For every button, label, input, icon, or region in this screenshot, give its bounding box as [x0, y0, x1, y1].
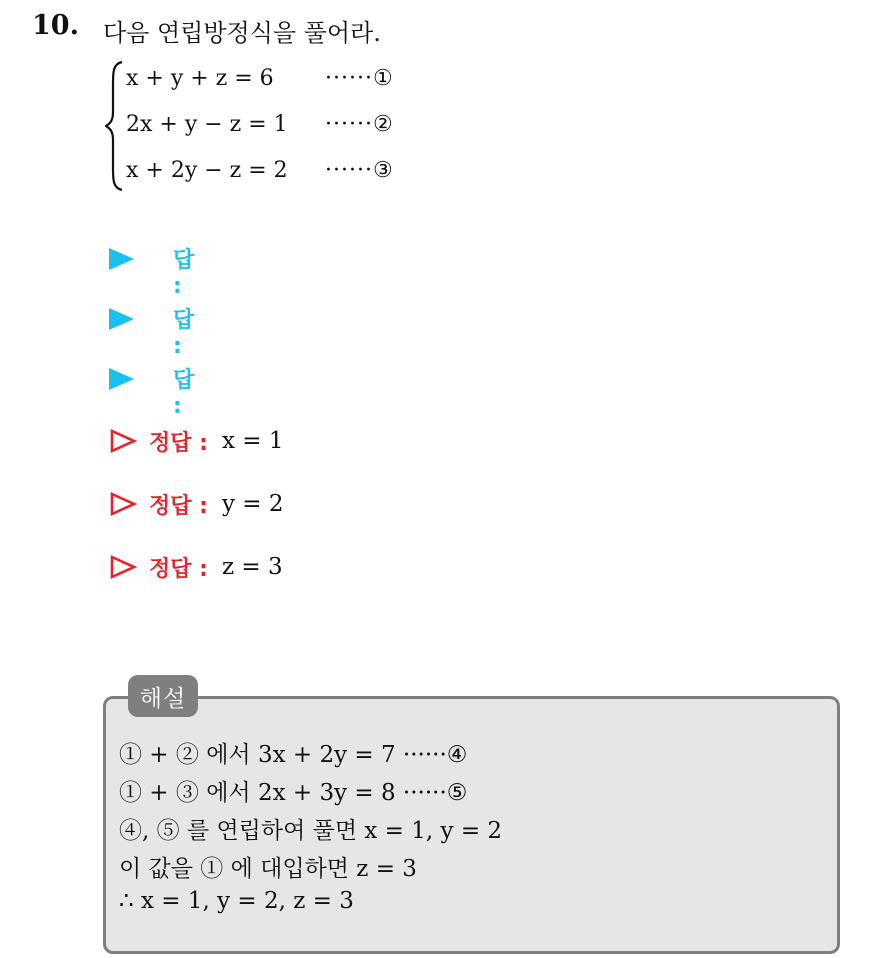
answer-label: 답 : [173, 368, 195, 419]
correct-answer-label: 정답 : [149, 430, 208, 456]
explanation-line-2: ① + ③ 에서 2x + 3y = 8 ······⑤ [119, 780, 468, 806]
play-triangle-icon [109, 308, 134, 330]
correct-answer-value: z = 3 [221, 554, 283, 580]
answer-label: 답 : [173, 308, 195, 359]
play-triangle-icon [109, 248, 134, 270]
question-prompt: 다음 연립방정식을 풀어라. [103, 19, 381, 47]
correct-answer-label: 정답 : [149, 556, 208, 582]
outline-triangle-icon [109, 491, 137, 517]
correct-answer-value: y = 2 [221, 491, 284, 517]
explanation-line-5: ∴ x = 1, y = 2, z = 3 [119, 888, 354, 914]
correct-answer-value: x = 1 [221, 428, 284, 454]
correct-answer-2 [109, 487, 284, 521]
equation-1: x + y + z = 6 [126, 66, 274, 91]
equation-system [105, 60, 445, 192]
equation-1-mark: ······① [325, 66, 394, 91]
question-number: 10. [32, 10, 79, 41]
equation-3-mark: ······③ [325, 158, 394, 183]
equation-2: 2x + y − z = 1 [126, 112, 288, 137]
outline-triangle-icon [109, 428, 137, 454]
left-brace-icon [105, 60, 125, 192]
answer-label: 답 : [173, 248, 195, 299]
explanation-title: 해설 [128, 675, 198, 717]
equation-2-mark: ······② [325, 112, 394, 137]
correct-answer-label: 정답 : [149, 493, 208, 519]
correct-answer-3 [109, 550, 283, 584]
explanation-line-4: 이 값을 ① 에 대입하면 z = 3 [119, 856, 417, 882]
explanation-line-3: ④, ⑤ 를 연립하여 풀면 x = 1, y = 2 [119, 818, 503, 844]
explanation-line-1: ① + ② 에서 3x + 2y = 7 ······④ [119, 742, 468, 768]
equation-3: x + 2y − z = 2 [126, 158, 288, 183]
answer-blank-3[interactable] [109, 362, 195, 419]
outline-triangle-icon [109, 554, 137, 580]
answer-blank-2[interactable] [109, 302, 195, 359]
play-triangle-icon [109, 368, 134, 390]
answer-blank-1[interactable] [109, 242, 195, 299]
correct-answer-1 [109, 424, 283, 458]
